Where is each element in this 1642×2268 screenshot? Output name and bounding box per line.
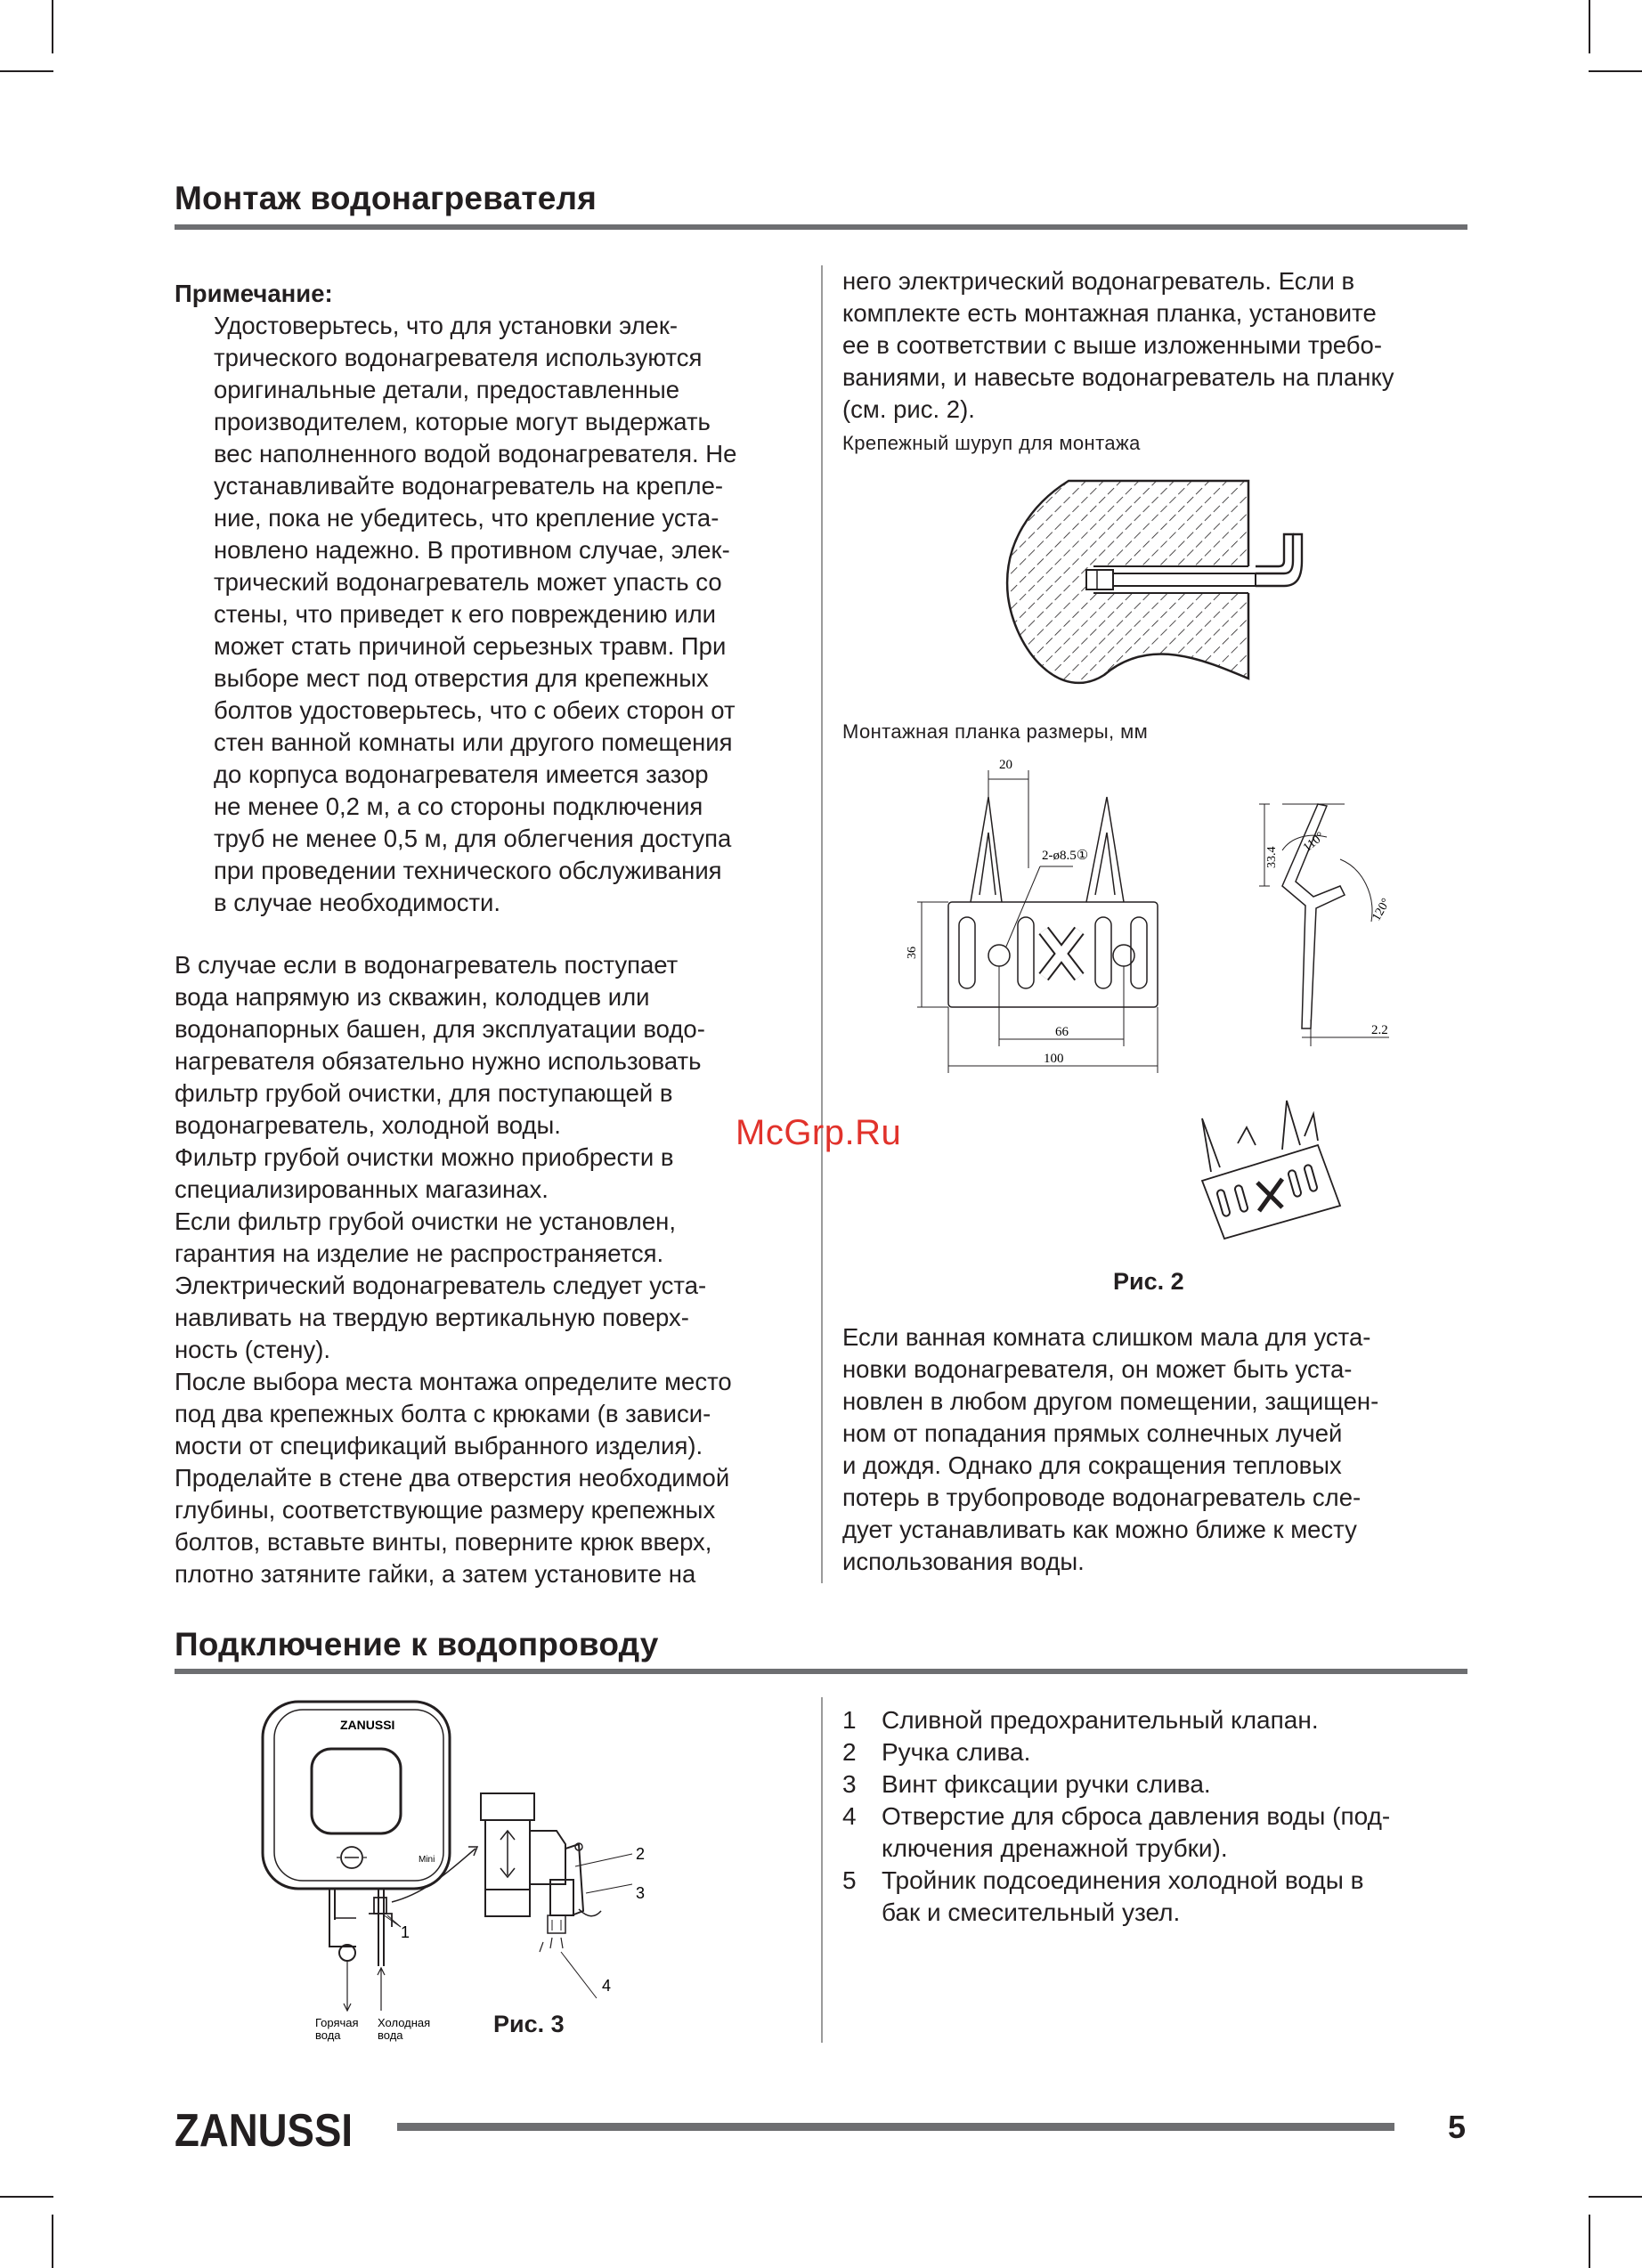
cold-water-label: Холодная <box>378 2016 431 2029</box>
body-line: ном от попадания прямых солнечных лучей <box>842 1419 1343 1447</box>
dim-holes: 2-ø8.5① <box>1042 849 1089 863</box>
body-line: него электрический водонагреватель. Если в <box>842 267 1355 295</box>
section-title: Подключение к водопроводу <box>175 1626 659 1662</box>
hot-water-label: Горячая <box>315 2016 359 2029</box>
page-number: 5 <box>1448 2109 1467 2145</box>
left-body-text <box>175 949 816 1590</box>
crop-mark <box>0 70 53 72</box>
list-text <box>882 1704 1319 1736</box>
list-text <box>882 1865 1364 1929</box>
note-line: ние, пока не убедитесь, что крепление уста- <box>214 504 719 532</box>
crop-mark <box>1589 2196 1642 2198</box>
crop-mark <box>52 2215 53 2268</box>
body-line: После выбора места монтажа определите место <box>175 1368 732 1395</box>
body-line: фильтр грубой очистки, для поступающей в <box>175 1079 673 1107</box>
list-item <box>842 1704 1466 1736</box>
body-line: Фильтр грубой очистки можно приобрести в <box>175 1143 674 1171</box>
list-number: 3 <box>842 1770 857 1798</box>
body-line: плотно затяните гайки, а затем установите на <box>175 1560 696 1588</box>
list-number: 1 <box>842 1706 857 1734</box>
angle-110: 110° <box>1300 829 1328 856</box>
note-title: Примечание: <box>175 280 333 307</box>
note-line: до корпуса водонагревателя имеется зазор <box>214 760 709 788</box>
note-line: Удостоверьтесь, что для установки элек- <box>214 312 679 339</box>
list-number: 2 <box>842 1738 857 1766</box>
list-text <box>882 1768 1211 1801</box>
note-line: при проведении технического обслуживания <box>214 857 722 884</box>
crop-mark <box>1589 70 1642 72</box>
callout-3: 3 <box>636 1884 646 1902</box>
body-line: глубины, соответствующие размеру крепежных <box>175 1496 716 1524</box>
heater-model: Mini <box>419 1855 435 1865</box>
fig3-label: Рис. 3 <box>493 2011 565 2037</box>
list-line: Винт фиксации ручки слива. <box>882 1770 1211 1798</box>
hot-water-label: вода <box>315 2028 341 2042</box>
body-line: гарантия на изделие не распространяется. <box>175 1240 664 1267</box>
section-title: Монтаж водонагревателя <box>175 180 597 216</box>
list-item <box>842 1801 1466 1865</box>
note-line: может стать причиной серьезных травм. При <box>214 632 727 660</box>
angle-120: 120° <box>1370 896 1394 923</box>
section-rule <box>175 1669 1467 1674</box>
cold-water-label: вода <box>378 2028 403 2042</box>
body-line: ее в соответствии с выше изложенными требо- <box>842 331 1382 359</box>
plank-isometric <box>1193 1101 1353 1243</box>
note-line: выборе мест под отверстия для крепежных <box>214 664 709 692</box>
column-divider <box>821 1697 823 2043</box>
body-line: дует устанавливать как можно ближе к месту <box>842 1516 1357 1543</box>
list-number: 5 <box>842 1866 857 1894</box>
body-line: потерь в трубопроводе водонагреватель сле- <box>842 1484 1362 1511</box>
screw-caption: Крепежный шуруп для монтажа <box>842 432 1141 454</box>
note-block <box>175 278 816 919</box>
list-item <box>842 1865 1466 1929</box>
list-number: 4 <box>842 1802 857 1830</box>
body-line: под два крепежных болта с крюками (в зависи- <box>175 1400 711 1427</box>
watermark: McGrp.Ru <box>736 1113 902 1152</box>
body-line: Электрический водонагреватель следует уста- <box>175 1272 707 1299</box>
list-line: ключения дренажной трубки). <box>882 1834 1228 1862</box>
dim-20: 20 <box>999 758 1012 772</box>
logo-text: ZANUSSI <box>175 2105 353 2157</box>
note-line: в случае необходимости. <box>214 889 501 916</box>
list-line: Сливной предохранительный клапан. <box>882 1706 1319 1734</box>
parts-list <box>842 1704 1466 1929</box>
list-line: Отверстие для сброса давления воды (под- <box>882 1802 1391 1830</box>
callout-4: 4 <box>602 1977 612 1995</box>
note-line: болтов удостоверьтесь, что с обеих сторон от <box>214 696 736 724</box>
dim-36: 36 <box>906 947 919 959</box>
list-line: Тройник подсоединения холодной воды в <box>882 1866 1364 1894</box>
note-line: производителем, которые могут выдержать <box>214 408 711 435</box>
note-line: оригинальные детали, предоставленные <box>214 376 680 403</box>
body-line: комплекте есть монтажная планка, установите <box>842 299 1377 327</box>
body-line: использования воды. <box>842 1548 1085 1575</box>
body-line: Если фильтр грубой очистки не установлен, <box>175 1207 676 1235</box>
dim-22: 2.2 <box>1371 1023 1388 1037</box>
water-heater-figure <box>258 1697 686 2053</box>
mounting-plank-drawing <box>890 752 1425 1082</box>
body-line: Проделайте в стене два отверстия необходимой <box>175 1464 730 1492</box>
zanussi-logo <box>175 2101 353 2155</box>
body-line: болтов, вставьте винты, поверните крюк вверх, <box>175 1528 712 1556</box>
list-text <box>882 1801 1390 1865</box>
note-line: стены, что приведет к его повреждению или <box>214 600 717 628</box>
note-line: труб не менее 0,5 м, для облегчения доступа <box>214 825 732 852</box>
note-text <box>175 310 816 919</box>
note-line: новлено надежно. В противном случае, элек- <box>214 536 730 564</box>
body-line: новки водонагревателя, он может быть уста- <box>842 1355 1353 1383</box>
note-line: трического водонагревателя используются <box>214 344 703 371</box>
heater-brand: ZANUSSI <box>340 1718 395 1732</box>
body-line: ность (стену). <box>175 1336 331 1363</box>
list-item <box>842 1736 1466 1768</box>
wall-screw-figure <box>997 481 1318 703</box>
column-divider <box>821 265 823 1583</box>
note-line: не менее 0,2 м, а со стороны подключения <box>214 793 703 820</box>
body-line: водонагреватель, холодной воды. <box>175 1111 561 1139</box>
dim-33: 33.4 <box>1265 846 1279 868</box>
note-line: вес наполненного водой водонагревателя. Не <box>214 440 737 467</box>
body-line: новлен в любом другом помещении, защищен- <box>842 1387 1379 1415</box>
list-text <box>882 1736 1030 1768</box>
note-line: стен ванной комнаты или другого помещения <box>214 728 733 756</box>
right-body-text-bottom <box>842 1321 1466 1578</box>
callout-1: 1 <box>401 1923 410 1941</box>
crop-mark <box>1589 2215 1590 2268</box>
body-line: нагревателя обязательно нужно использовать <box>175 1047 702 1075</box>
list-item <box>842 1768 1466 1801</box>
body-line: В случае если в водонагреватель поступает <box>175 951 679 979</box>
plank-caption: Монтажная планка размеры, мм <box>842 720 1149 743</box>
body-line: Если ванная комната слишком мала для уста- <box>842 1323 1371 1351</box>
body-line: ваниями, и навесьте водонагреватель на планку <box>842 363 1394 391</box>
note-line: устанавливайте водонагреватель на крепле- <box>214 472 724 500</box>
fig2-label: Рис. 2 <box>1113 1268 1184 1295</box>
note-line: трический водонагреватель может упасть со <box>214 568 722 596</box>
body-line: навливать на твердую вертикальную поверх- <box>175 1304 689 1331</box>
footer-rule <box>397 2123 1394 2131</box>
section-rule <box>175 224 1467 230</box>
list-line: бак и смесительный узел. <box>882 1898 1181 1926</box>
body-line: вода напрямую из скважин, колодцев или <box>175 983 650 1011</box>
body-line: (см. рис. 2). <box>842 395 975 423</box>
crop-mark <box>0 2196 53 2198</box>
callout-2: 2 <box>636 1845 646 1863</box>
body-line: водонапорных башен, для эксплуатации водо- <box>175 1015 705 1043</box>
body-line: специализированных магазинах. <box>175 1175 549 1203</box>
body-line: мости от спецификаций выбранного изделия). <box>175 1432 703 1459</box>
list-line: Ручка слива. <box>882 1738 1031 1766</box>
body-line: и дождя. Однако для сокращения тепловых <box>842 1451 1342 1479</box>
crop-mark <box>52 0 53 53</box>
dim-100: 100 <box>1044 1052 1064 1066</box>
dim-66: 66 <box>1055 1025 1069 1039</box>
crop-mark <box>1589 0 1590 53</box>
right-body-text <box>842 265 1466 426</box>
